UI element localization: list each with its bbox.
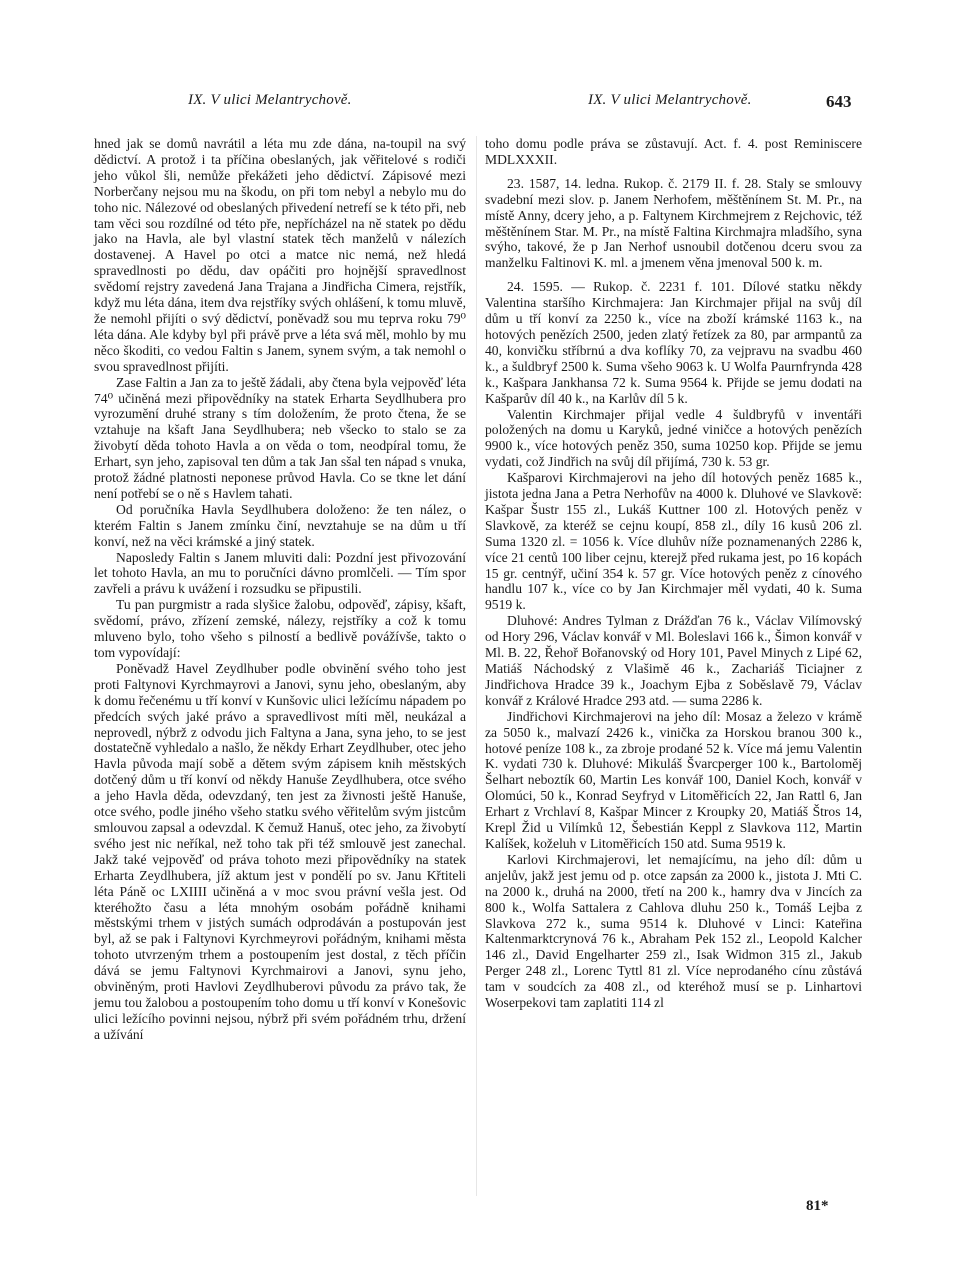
paragraph: Od poručníka Havla Seydlhubera doloženo: že ten nález, o kterém Faltin s Janem zmínku činí, nevztahuje se na dům u tří konví, než na věci krámské a jiný statek.: [94, 501, 466, 549]
paragraph: toho domu podle práva se zůstavují. Act. f. 4. post Reminiscere MDLXXXII.: [485, 136, 862, 167]
paragraph: Tu pan purgmistr a rada slyšice žalobu, odpověď, zápisy, kšaft, svědomí, právo, zřízení zemské, nálezy, rejstříky a což k tomu mluveno bylo, toho všeho s pilností a bedlivě povážívše, takto o tom vypovídají:: [94, 597, 466, 660]
entry-23: 23. 1587, 14. ledna. Rukop. č. 2179 II. f. 28. Staly se smlouvy svadební mezi slov. p. Janem Nerhofem, měštěnínem St. M. Pr., na místě Anny, dcery jeho, a p. Faltynem Kirchmejrem z Rejchovic, též měštěnínem Star. M. Pr., na místě Faltina Kirchmajra mladšího, syna svýho, takové, že p Jan Nerhof usnoubil dotčenou dceru svou za manželku Faltinovi K. ml. a jmenem věna jmenoval 500 k. m.: [485, 175, 862, 271]
paragraph: Karlovi Kirchmajerovi, let nemajícímu, na jeho díl: dům u anjelův, jakž jest jemu od p. otce zapsán za 2000 k., jistota J. Mti C. na 2000 k., druhá na 2000, třetí na 200 k., hamry dva v Jincích za 800 k., Wolfa Sattalera z Cahlova dluhu 250 k., Tomáš Lejba z Slavkova 272 k., suma 9514 k. Dluhové v Linci: Kateřina Kaltenmarktcrynová 76 k., Abraham Pek 152 zl., Leopold Kalcher 146 zl., David Engelharter 259 zl., Isak Widmon 315 zl., Jakub Perger 248 zl., Lorenc Tyttl 81 zl. Více neprodaného cínu zůstává tam v soudcích za 408 zl., od kteréhož musí se p. Linhartovi Woserpekovi tam zaplatiti 114 zl: [485, 851, 862, 1011]
paragraph: Poněvadž Havel Zeydlhuber podle obvinění svého toho jest proti Faltynovi Kyrchmayrovi a Janovi, synu jeho, obeslaným, aby k domu řečenému u tří konví v Kunšovic ulici ležícímu nápadem po předcích svých jaké právo a spravedlivost míti měl, neukázal a neprovedl, nýbrž z odvodu jich Faltyna a Jana, syna jeho, to se jest dostatečně vyhledalo a našlo, že někdy Erhart Zeydlhuber, otec jeho Havla původa mají sobě a dětem svým zápisem knih městských dotčený dům u tří konví od někdy Hanuše Zeydlhubera, otce svého a jeho Havla děda, odevzdaný, ten jest za živnosti ještě Hanuše, otce svého, podle jiného všeho statku svého věřitelům svým jistcům smlouvou zapsal a odevzdal. K čemuž Hanuš, otec jeho, za živobytí svého jest nic neříkal, než toho tak při též smlouvě jest zanechal. Jakž také vejpověď od práva tohoto mezi připovědníky na statek Erharta Zeydlhubera, jíž aktum jest v pondělí po sv. Janu Křtiteli léta Páně oc LXIIII učiněná a v moc svou právní vešla jest. Od kteréhožto času a léta mnohým osobám pořádně knihami městskými trhem v jistých sumách odprodáván a postupován jest byl, až se pak i Faltynovi Kyrchmeyrovi pořádným, knihami města tohoto utvrzeným trhem a postoupením jest dostal, z těch příčin dává se jemu Faltynovi Kyrchmairovi a Janovi, synu jeho, obviněným, proti Havlovi Zeydlhuberovi původu za právo tak, že jemu tou žalobou a postoupením toho domu u tří konví v Konešovic ulici ležícího povinni nejsou, nýbrž při svém pořádném trhu, držení a užívání: [94, 660, 466, 1042]
paragraph: Zase Faltin a Jan za to ještě žádali, aby čtena byla vejpověď léta 74⁰ učiněná mezi připovědníky na statek Erharta Seydlhubera pro vyrozumění druhé strany s tím doložením, že proto čtena, že se vztahuje na kšaft Jana Seydlhubera; neb všecko to stalo se za živobytí děda tohoto Havla a on věda o tom, neodpíral tomu, že Erhart, syn jeho, zapisoval ten dům a tak Jan sšal ten nápad s vnuka, protož žádné platnosti neponese průvod Havla. Co se tkne let dání není potřebí se o ně s Havlem tahati.: [94, 374, 466, 501]
running-header-left: IX. V ulici Melantrychově.: [188, 92, 352, 108]
paragraph: Naposledy Faltin s Janem mluviti dali: Pozdní jest přivozování let tohoto Havla, an mu to poručníci dávno promlčeli. — Tím spor zavřeli a právu k uvážení i rozsudku se připustili.: [94, 549, 466, 597]
paragraph: Valentin Kirchmajer přijal vedle 4 šuldbryfů v inventáři položených na domu u Karyků, jedné viničce a hotových penězích 9900 k., více hotových peněz 350, suma 10250 kop. Přijde se jemu vydati, což Jindřich na svůj díl přijímá, 730 k. 53 gr.: [485, 406, 862, 470]
right-column: [485, 136, 862, 1011]
page-number: 643: [826, 92, 852, 111]
entry-24: 24. 1595. — Rukop. č. 2231 f. 101. Dílové statku někdy Valentina staršího Kirchmajera: Jan Kirchmajer přijal na svůj díl dům u tří konví za 2250 k., více na zboží krámské 1163 k., na hotových penězích 2500, jeden zlatý řetízek za 80, par armpantů za 40, konvičku stříbrnú a dva koflíky 70, za vejpravu na svadbu 460 k., a šuldbryf 2500 k. Suma všeho 9063 k. U Wolfa Paurnfrynda 428 k., Kašpara Jankhansa 72 k. Suma 9564 k. Přijde se jemu dodati na Kašparův díl 40 k., na Karlův díl 5 k.: [485, 279, 862, 406]
paragraph: Kašparovi Kirchmajerovi na jeho díl hotových peněz 1685 k., jistota jedna Jana a Petra Nerhofův na 4000 k. Dluhové ve Slavkově: Kašpar Šustr 155 zl., Lukáš Kuttner 100 zl. Hotových peněz v Slavkově, za kteréž se cejnu koupí, 858 zl., díly 16 kusů 206 zl. Suma 1320 zl. = 1056 k. Více dluhův níže poznamenaných 2286 k, více 21 centů 100 liber cejnu, kterejž před rukama jest, po 16 kopách 15 gr. centnýř, učiní 354 k. 57 gr. Více hotových peněz z cínového handlu 107 k., více co by Jan Kirchmajer měl vydati, 40 k. Suma 9519 k.: [485, 470, 862, 613]
signature-mark: 81*: [806, 1198, 829, 1214]
running-header-right: IX. V ulici Melantrychově.: [588, 92, 752, 108]
paragraph: Jindřichovi Kirchmajerovi na jeho díl: Mosaz a železo v krámě za 5050 k., malvazí 2426 k., vinička za Horskou branou 300 k., hotové peníze 108 k., za zbroje prodané 52 k. Více má jemu Valentin K. vydati 730 k. Dluhové: Mikuláš Švarcperger 100 k., Bartoloměj Šelhart neboztík 60, Martin Les konvář 100, Daniel Koch, konvář v Olomúci, 50 k., Konrad Seyfryd v Litoměřicích 22, Jan Rattl 6, Jan Erhart z Vrchlaví 8, Kašpar Mincer z Kroupky 20, Matiáš Štros 14, Krepl Žid u Vilímků 12, Šebestián Keppl z Slavkova 112, Martin Kalíšek, koželuh v Litoměřicích 150 atd. Suma 9519 k.: [485, 708, 862, 851]
paragraph: hned jak se domů navrátil a léta mu zde dána, na-toupil na svý dědictví. A protož i ta příčina obeslaných, jak věřitelové s rodiči jeho vůkol šli, nemůže překážeti jeho dědictví. Zápisové mezi Norberčany nejsou mu na škodu, on při tom nebyl a nebylo mu do toho nic. Nálezové od obeslaných přivedení netrefí se k této při, neb tam věci sou rozdílné od této pře, nepřícházel na ně statek po dědu jako na Havla, ale byl vlastní statek těch manželů v nálezích dostavenej. A Havel po otci a matce nic nemá, než hledá spravedlnosti po dědu, dav opáčiti pro hojnější spravedlnost svědomí rejstry zavedená Jana Trajana a Jindřicha Cimera, rejstřík, když mu léta dána, item dva rejstříky svých ohlášení, k tomu mluvě, že nemohl přijíti o svý dědictví, poněvadž sou mu teprva roku 79⁰ léta dána. Ale kdyby byl při právě prve a léta svá měl, mohlo by mu něco škoditi, co vedou Faltin s Janem, synem svým, a tak nemohl o svou spravedlnost přijíti.: [94, 136, 466, 374]
paragraph: Dluhové: Andres Tylman z Drážďan 76 k., Václav Vilímovský od Hory 296, Václav konvář v Ml. Boleslavi 166 k., Šimon konvář v Ml. B. 22, Řehoř Bořanovský od Hory 101, Pavel Minych z Lipé 62, Matiáš Náchodský z Vlašimě 46 k., Zachariáš Ticiajner z Jindřichova Hradce 39 k., Joachym Ejba z Soběslavě 79, Václav konvář z Králové Hradce 293 atd. — suma 2286 k.: [485, 613, 862, 708]
column-divider: [476, 136, 477, 1196]
left-column: [94, 136, 466, 1043]
